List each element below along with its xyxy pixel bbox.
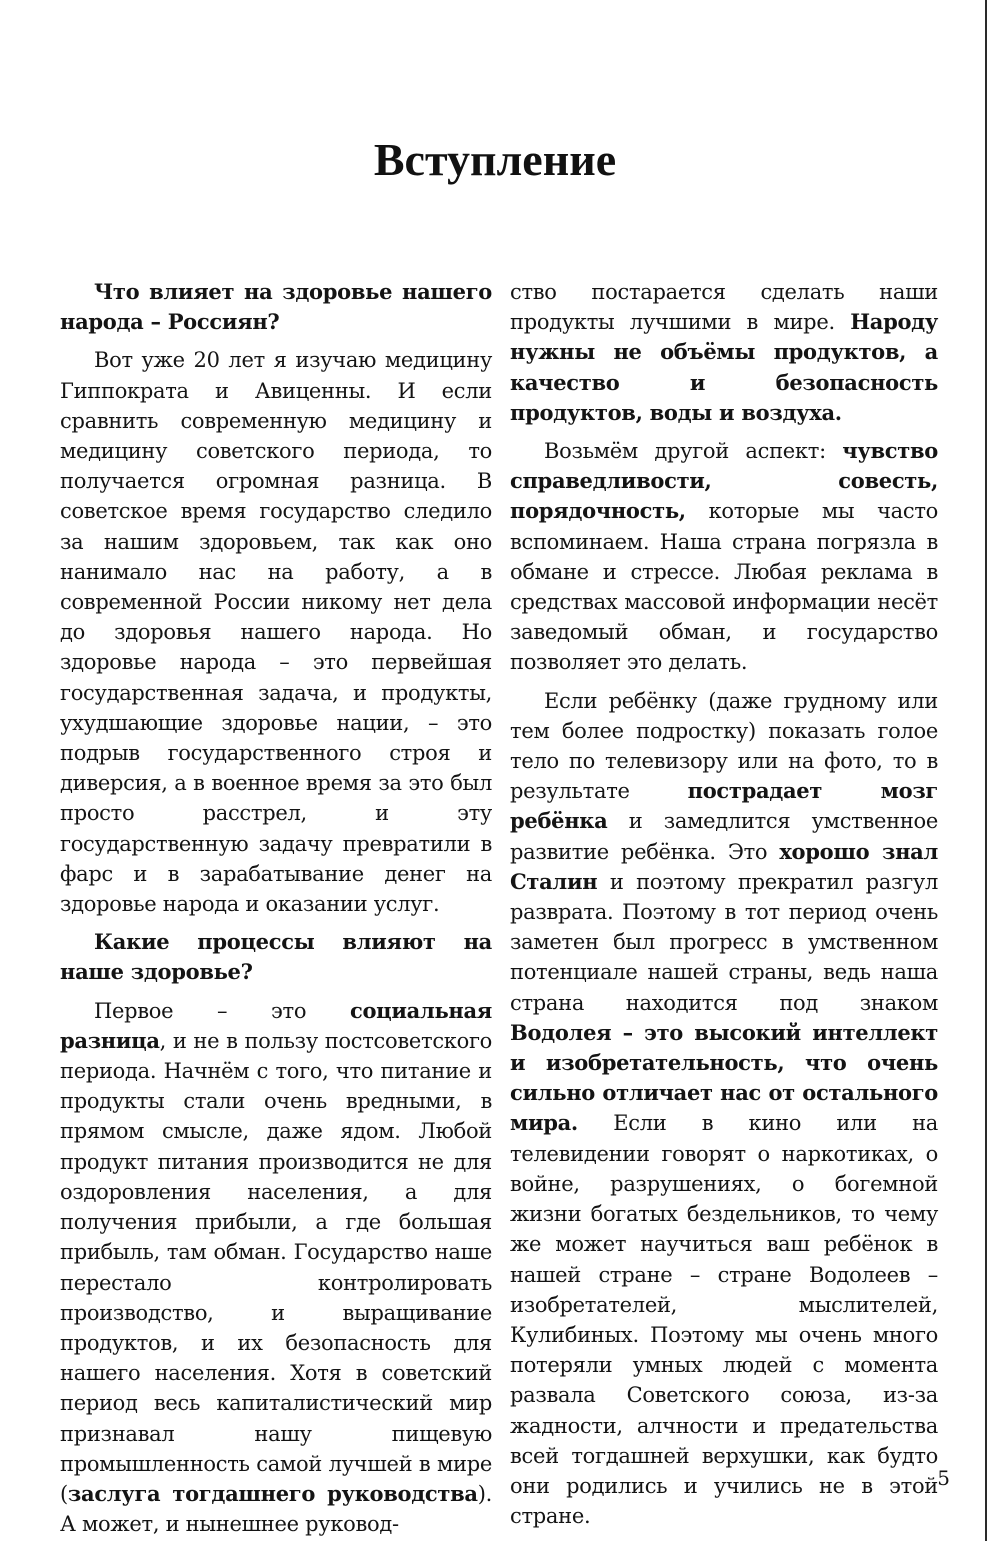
bold-text-run: Водолея – это высокий интеллект и изобретательность, что очень сильно отличает нас от остального мира. (510, 1019, 938, 1136)
bold-text-run: социальная разница (60, 997, 492, 1053)
text-run: и поэтому прекратил разгул разврата. Поэтому в тот период очень заметен был прогресс в умственном потенциале нашей страны, ведь наша страна находится под знаком (510, 869, 938, 1015)
text-run: которые мы часто вспоминаем. Наша страна погрязла в обмане и стрессе. Любая реклама в средствах массовой информации несёт заведомый обман, и государство позволяет это делать. (510, 499, 938, 675)
paragraph-social-difference (60, 996, 492, 1540)
paragraph-continuation (510, 277, 938, 428)
page-number: 5 (937, 1466, 950, 1490)
text-run: Если в кино или на телевидении говорят о наркотиках, о войне, разрушениях, о богемной жизни богатых бездельников, то чему же может научиться ваш ребёнок в нашей стране – стране Водолеев – изобретателей, мыслителей, Кулибиных. Поэтому мы очень много потеряли умных людей с момента развала Советского союза, из-за жадности, алчности и предательства всей тогдашней верхушки, как будто они родились и учились не в этой стране. (510, 1111, 938, 1529)
bold-text-run: заслуга тогдашнего руководства (67, 1480, 478, 1506)
paragraph-justice (510, 436, 938, 678)
text-run: и замедлится умственное развитие ребёнка. Это (510, 809, 938, 864)
page-edge-line (985, 0, 987, 1541)
text-run: , и не в пользу постсоветского периода. Начнём с того, что питание и продукты стали очень вредными, в прямом смысле, даже ядом. Любой продукт питания производится не для оздоровления населения, а для получения прибыли, а где большая прибыль, там обман. Государство наше перестало контролировать производство, и выращивание продуктов, и их безопасность для нашего населения. Хотя в советский период весь капиталистический мир признавал нашу пищевую промышленность самой лучшей в мире ( (60, 1028, 492, 1506)
text-run: Если ребёнку (даже грудному или тем более подростку) показать голое тело по телевизору или на фото, то в результате (510, 688, 938, 804)
bold-text-run: хорошо знал Сталин (510, 838, 938, 894)
text-run: Возьмём другой аспект: (544, 439, 843, 464)
right-column (510, 277, 938, 1539)
heading-health-factors: Что влияет на здоровье нашего народа – Россиян? (60, 279, 492, 335)
page-title: Вступление (373, 134, 617, 185)
bold-text-run: пострадает мозг ребёнка (510, 778, 939, 834)
left-column (60, 277, 492, 1547)
text-run: ). А может, и нынешнее руковод- (60, 1481, 492, 1537)
text-run: Первое – это (94, 998, 350, 1023)
paragraph-child (510, 686, 938, 1532)
paragraph-medicine: Вот уже 20 лет я изучаю медицину Гиппократа и Авиценны. И если сравнить современную медицину и медицину советского периода, то получается огромная разница. В советское время государство следило за нашим здоровьем, так как оно нанимало нас на работу, а в современной России никому нет дела до здоровья нашего народа. Но здоровье народа – это первейшая государственная задача, и продукты, ухудшающие здоровье нации, – это подрыв государственного строя и диверсия, а в военное время за это был просто расстрел, и эту государственную задачу превратили в фарс и в зарабатывание денег на здоровье народа и оказании услуг. (60, 348, 492, 917)
heading-processes: Какие процессы влияют на наше здоровье? (60, 929, 492, 985)
text-run: ство постарается сделать наши продукты лучшими в мире. (510, 280, 938, 335)
bold-text-run: чувство справедливости, совесть, порядочность, (510, 438, 938, 524)
bold-text-run: Народу нужны не объёмы продуктов, а качество и безопасность продуктов, воды и воздуха. (510, 309, 938, 425)
